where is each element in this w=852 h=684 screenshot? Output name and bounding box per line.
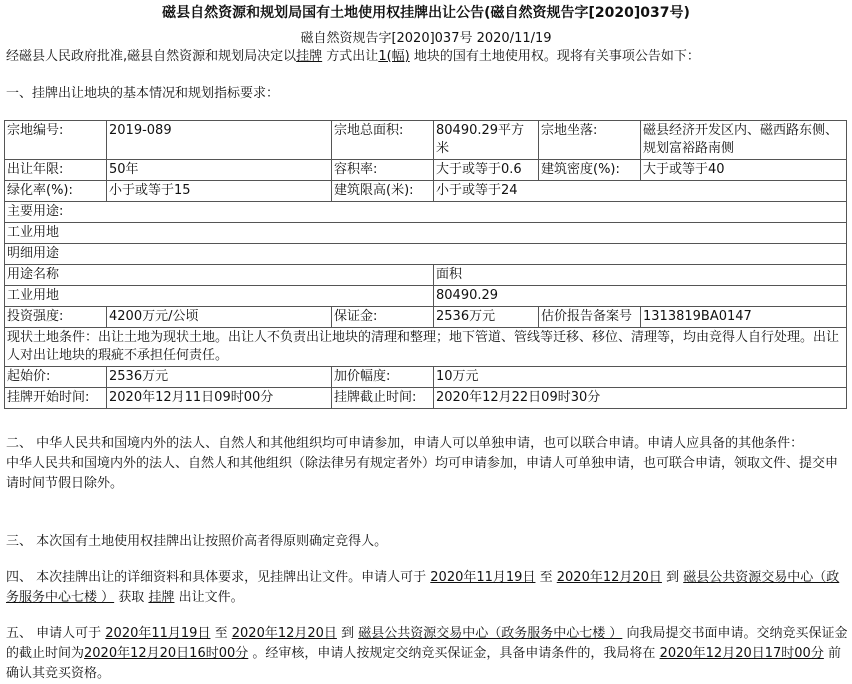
parcel-no-value: 2019-089 (107, 121, 332, 160)
green-value: 小于或等于15 (107, 181, 332, 202)
section-2-paragraph (6, 434, 848, 494)
location-value: 磁县经济开发区内、磁西路东侧、规划富裕路南侧 (641, 121, 847, 160)
area-label: 宗地总面积: (332, 121, 434, 160)
section-1-title: 一、挂牌出让地块的基本情况和规划指标要求： (6, 86, 280, 101)
investment-label: 投资强度: (5, 307, 107, 328)
listing-end-value: 2020年12月22日09时30分 (434, 388, 847, 409)
section-4-paragraph: 四、 本次挂牌出让的详细资料和具体要求，见挂牌出让文件。申请人可于 2020年11月19日 至 2020年12月20日 到 磁县公共资源交易中心（政务服务中心七楼 ） 获取 挂牌 出让文件。 (6, 570, 840, 605)
term-value: 50年 (107, 160, 332, 181)
area-header: 面积 (434, 265, 847, 286)
section-2-line: 二、 中华人民共和国境内外的法人、自然人和其他组织均可申请参加，申请人可以单独申请，也可以联合申请。申请人应具备的其他条件： (6, 436, 804, 451)
start-price-value: 2536万元 (107, 367, 332, 388)
section-4-method: 挂牌 (148, 590, 175, 605)
deposit-deadline: 2020年12月20日16时00分 (84, 646, 249, 661)
listing-end-label: 挂牌截止时间: (332, 388, 434, 409)
intro-paragraph: 经磁县人民政府批准,磁县自然资源和规划局决定以挂牌 方式出让1(幅) 地块的国有土地使用权。现将有关事项公告如下： (6, 49, 700, 64)
confirm-time: 2020年12月20日17时00分 (659, 646, 824, 661)
far-label: 容积率: (332, 160, 434, 181)
deposit-value: 2536万元 (434, 307, 539, 328)
main-use-value: 工业用地 (5, 223, 847, 244)
investment-value: 4200万元/公顷 (107, 307, 332, 328)
use-name-header: 用途名称 (5, 265, 434, 286)
section-4-date-to: 2020年12月20日 (556, 570, 662, 585)
section-4-date-from: 2020年11月19日 (430, 570, 536, 585)
section-5-date-from: 2020年11月19日 (105, 626, 211, 641)
start-price-label: 起始价: (5, 367, 107, 388)
section-4-place: 磁县公共资源交易中心（政务服务中心七楼 ） (6, 570, 840, 605)
listing-start-value: 2020年12月11日09时00分 (107, 388, 332, 409)
height-label: 建筑限高(米): (332, 181, 434, 202)
transfer-method: 挂牌 (296, 49, 323, 64)
increment-value: 10万元 (434, 367, 847, 388)
density-label: 建筑密度(%): (539, 160, 641, 181)
document-number: 磁自然资规告字[2020]037号 2020/11/19 (300, 31, 552, 46)
height-value: 小于或等于24 (434, 181, 847, 202)
section-5-date-to: 2020年12月20日 (231, 626, 337, 641)
area-value: 80490.29平方米 (434, 121, 539, 160)
use-area-value: 80490.29 (434, 286, 847, 307)
parcel-no-label: 宗地编号: (5, 121, 107, 160)
density-value: 大于或等于40 (641, 160, 847, 181)
far-value: 大于或等于0.6 (434, 160, 539, 181)
listing-start-label: 挂牌开始时间: (5, 388, 107, 409)
section-3-paragraph: 三、 本次国有土地使用权挂牌出让按照价高者得原则确定竞得人。 (6, 534, 388, 549)
location-label: 宗地坐落: (539, 121, 641, 160)
parcel-info-table (4, 120, 847, 409)
appraisal-label: 估价报告备案号 (539, 307, 641, 328)
section-5-paragraph: 五、 申请人可于 2020年11月19日 至 2020年12月20日 到 磁县公共资源交易中心（政务服务中心七楼 ） 向我局提交书面申请。交纳竞买保证金的截止时间为2020年12月20日16时00分 。经审核，申请人按规定交纳竞买保证金，具备申请条件的，我局将在 2020年12月20日17时00分 前确认其竞买资格。 (6, 626, 848, 681)
deposit-label: 保证金: (332, 307, 434, 328)
section-5-place: 磁县公共资源交易中心（政务服务中心七楼 ） (358, 626, 623, 641)
section-2-detail: 中华人民共和国境内外的法人、自然人和其他组织（除法律另有规定者外）均可申请参加，申请人可单独申请，也可联合申请，领取文件、提交申请时间节假日除外。 (6, 456, 839, 491)
land-condition: 现状土地条件：出让土地为现状土地。出让人不负责出让地块的清理和整理；地下管道、管线等迁移、移位、清理等，均由竞得人自行处理。出让人对出让地块的瑕疵不承担任何责任。 (5, 328, 847, 367)
increment-label: 加价幅度: (332, 367, 434, 388)
detail-use-label: 明细用途 (5, 244, 847, 265)
use-name-value: 工业用地 (5, 286, 434, 307)
page-title: 磁县自然资源和规划局国有土地使用权挂牌出让公告(磁自然资规告字[2020]037号) (162, 5, 690, 21)
main-use-label: 主要用途: (5, 202, 847, 223)
appraisal-value: 1313819BA0147 (641, 307, 847, 328)
term-label: 出让年限: (5, 160, 107, 181)
parcel-count: 1(幅) (378, 49, 410, 64)
green-label: 绿化率(%): (5, 181, 107, 202)
